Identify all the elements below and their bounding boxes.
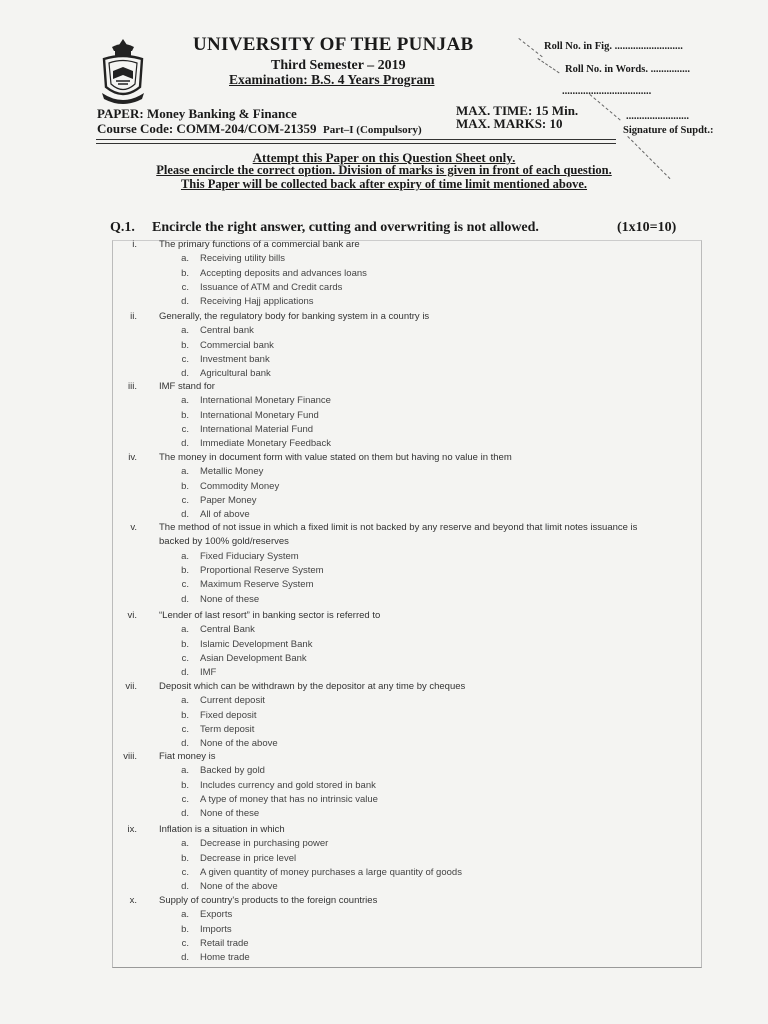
option-text[interactable]: Includes currency and gold stored in bank — [200, 779, 376, 791]
option-letter[interactable]: c. — [181, 723, 189, 735]
option-text[interactable]: Investment bank — [200, 353, 270, 365]
option-letter[interactable]: a. — [181, 253, 189, 265]
option-letter[interactable]: c. — [181, 423, 189, 435]
question-text-10: Supply of country's products to the foreign countries — [159, 895, 378, 906]
option-text[interactable]: Paper Money — [200, 494, 257, 506]
option-text[interactable]: Commercial bank — [200, 339, 274, 351]
signature-label: Signature of Supdt.: — [623, 125, 714, 136]
option-text[interactable]: Backed by gold — [200, 765, 265, 777]
option-letter[interactable]: d. — [181, 296, 189, 308]
option-text[interactable]: Home trade — [200, 952, 250, 964]
option-text[interactable]: Accepting deposits and advances loans — [200, 267, 367, 279]
option-letter[interactable]: b. — [181, 339, 189, 351]
option-text[interactable]: Term deposit — [200, 723, 255, 735]
option-text[interactable]: A given quantity of money purchases a large quantity of goods — [200, 866, 462, 878]
instruction-3: This Paper will be collected back after expiry of time limit mentioned above. — [180, 177, 588, 191]
question-text-3: IMF stand for — [159, 381, 215, 392]
instruction-2: Please encircle the correct option. Division of marks is given in front of each question. — [156, 163, 612, 177]
option-text[interactable]: International Material Fund — [200, 423, 314, 435]
option-letter[interactable]: c. — [181, 353, 189, 365]
option-text[interactable]: IMF — [200, 667, 217, 679]
diagonal-separator-1 — [518, 38, 542, 57]
question-number-6: vi. — [127, 610, 137, 621]
option-letter[interactable]: c. — [181, 866, 189, 878]
option-letter[interactable]: b. — [181, 267, 189, 279]
question-text-cont-5: backed by 100% gold/reserves — [159, 536, 289, 548]
option-letter[interactable]: b. — [181, 779, 189, 791]
option-text[interactable]: Central bank — [200, 325, 254, 337]
option-text[interactable]: Islamic Development Bank — [200, 638, 313, 650]
option-letter[interactable]: b. — [181, 923, 189, 935]
max-marks: MAX. MARKS: 10 — [456, 116, 563, 131]
option-text[interactable]: Issuance of ATM and Credit cards — [200, 281, 343, 293]
university-title: UNIVERSITY OF THE PUNJAB — [193, 34, 474, 55]
option-letter[interactable]: a. — [181, 624, 189, 636]
signature-line: ........................ — [626, 111, 689, 122]
question-text-8: Fiat money is — [159, 751, 216, 762]
option-text[interactable]: Central Bank — [200, 624, 255, 636]
option-letter[interactable]: c. — [181, 652, 189, 664]
option-text[interactable]: Exports — [200, 909, 233, 921]
question-number-1: i. — [132, 239, 137, 250]
option-letter[interactable]: a. — [181, 695, 189, 707]
question-text-2: Generally, the regulatory body for banking system in a country is — [159, 311, 430, 322]
option-text[interactable]: Decrease in price level — [200, 852, 297, 864]
option-letter[interactable]: b. — [181, 409, 189, 421]
question-heading: Encircle the right answer, cutting and overwriting is not allowed. — [152, 220, 539, 235]
question-number-4: iv. — [128, 452, 137, 463]
diagonal-separator-3 — [589, 94, 620, 120]
option-letter[interactable]: c. — [181, 281, 189, 293]
option-text[interactable]: None of the above — [200, 738, 278, 750]
option-text[interactable]: Asian Development Bank — [200, 652, 307, 664]
question-number-7: vii. — [125, 681, 137, 692]
option-letter[interactable]: b. — [181, 638, 189, 650]
option-letter[interactable]: c. — [181, 937, 189, 949]
option-letter[interactable]: c. — [181, 793, 189, 805]
course-code — [97, 121, 422, 137]
option-text[interactable]: International Monetary Finance — [200, 395, 331, 407]
question-text-5: The method of not issue in which a fixed limit is not backed by any reserve and beyond that limit notes issuance is — [159, 522, 638, 533]
option-letter[interactable]: b. — [181, 852, 189, 864]
option-letter[interactable]: a. — [181, 466, 189, 478]
option-letter[interactable]: a. — [181, 765, 189, 777]
option-text[interactable]: None of these — [200, 808, 260, 820]
option-text[interactable]: None of the above — [200, 881, 278, 893]
option-text[interactable]: International Monetary Fund — [200, 409, 319, 421]
option-letter[interactable]: d. — [181, 438, 189, 450]
roll-number-figure-field: Roll No. in Fig. .......................... — [544, 41, 683, 52]
question-text-7: Deposit which can be withdrawn by the depositor at any time by cheques — [159, 681, 466, 692]
option-letter[interactable]: d. — [181, 738, 189, 750]
question-number: Q.1. — [110, 220, 135, 235]
question-text-6: “Lender of last resort” in banking sector is referred to — [159, 610, 381, 621]
semester-label: Third Semester – 2019 — [271, 58, 406, 73]
university-crest-logo — [98, 37, 148, 105]
header-rule-top — [96, 139, 616, 140]
option-text[interactable]: None of these — [200, 593, 260, 605]
question-text-9: Inflation is a situation in which — [159, 824, 285, 835]
option-letter[interactable]: d. — [181, 881, 189, 893]
question-marks: (1x10=10) — [617, 220, 677, 235]
option-letter[interactable]: a. — [181, 395, 189, 407]
paper-title: PAPER: Money Banking & Finance — [97, 106, 297, 121]
option-letter[interactable]: b. — [181, 709, 189, 721]
option-letter[interactable]: c. — [181, 494, 189, 506]
option-text[interactable]: Fixed deposit — [200, 709, 257, 721]
option-text[interactable]: All of above — [200, 509, 250, 521]
part-label: Part–I (Compulsory) — [323, 124, 422, 136]
question-number-10: x. — [129, 895, 137, 906]
option-letter[interactable]: d. — [181, 593, 189, 605]
option-text[interactable]: Maximum Reserve System — [200, 579, 314, 591]
roll-number-words-line: .................................. — [562, 86, 652, 97]
option-letter[interactable]: b. — [181, 480, 189, 492]
option-letter[interactable]: a. — [181, 325, 189, 337]
option-letter[interactable]: c. — [181, 579, 189, 591]
option-letter[interactable]: d. — [181, 368, 189, 380]
roll-number-words-field: Roll No. in Words. ............... — [565, 64, 690, 75]
header-rule-bottom — [96, 143, 616, 144]
question-number-2: ii. — [130, 311, 137, 322]
question-number-3: iii. — [128, 381, 137, 392]
option-letter[interactable]: d. — [181, 808, 189, 820]
option-text[interactable]: Proportional Reserve System — [200, 564, 324, 576]
option-text[interactable]: Commodity Money — [200, 480, 280, 492]
option-text[interactable]: Agricultural bank — [200, 368, 271, 380]
option-text[interactable]: Decrease in purchasing power — [200, 838, 329, 850]
option-text[interactable]: A type of money that has no intrinsic value — [200, 793, 378, 805]
option-text[interactable]: Imports — [200, 923, 232, 935]
examination-label: Examination: B.S. 4 Years Program — [229, 72, 435, 87]
question-text-1: The primary functions of a commercial bank are — [159, 239, 360, 250]
option-text[interactable]: Current deposit — [200, 695, 265, 707]
course-code-text: Course Code: COMM-204/COM-21359 — [97, 121, 317, 136]
option-letter[interactable]: d. — [181, 667, 189, 679]
diagonal-separator-2 — [537, 58, 559, 73]
option-letter[interactable]: a. — [181, 909, 189, 921]
option-letter[interactable]: a. — [181, 838, 189, 850]
option-text[interactable]: Fixed Fiduciary System — [200, 550, 299, 562]
question-number-9: ix. — [127, 824, 137, 835]
option-letter[interactable]: a. — [181, 550, 189, 562]
question-number-8: viii. — [123, 751, 137, 762]
option-letter[interactable]: d. — [181, 509, 189, 521]
instruction-1: Attempt this Paper on this Question Sheet only. — [252, 150, 516, 165]
option-text[interactable]: Immediate Monetary Feedback — [200, 438, 331, 450]
question-number-5: v. — [130, 522, 137, 533]
option-letter[interactable]: d. — [181, 952, 189, 964]
option-letter[interactable]: b. — [181, 564, 189, 576]
max-time: MAX. TIME: 15 Min. — [456, 103, 579, 118]
option-text[interactable]: Receiving utility bills — [200, 253, 286, 265]
question-text-4: The money in document form with value stated on them but having no value in them — [159, 452, 512, 463]
option-text[interactable]: Metallic Money — [200, 466, 264, 478]
option-text[interactable]: Retail trade — [200, 937, 249, 949]
option-text[interactable]: Receiving Hajj applications — [200, 296, 314, 308]
